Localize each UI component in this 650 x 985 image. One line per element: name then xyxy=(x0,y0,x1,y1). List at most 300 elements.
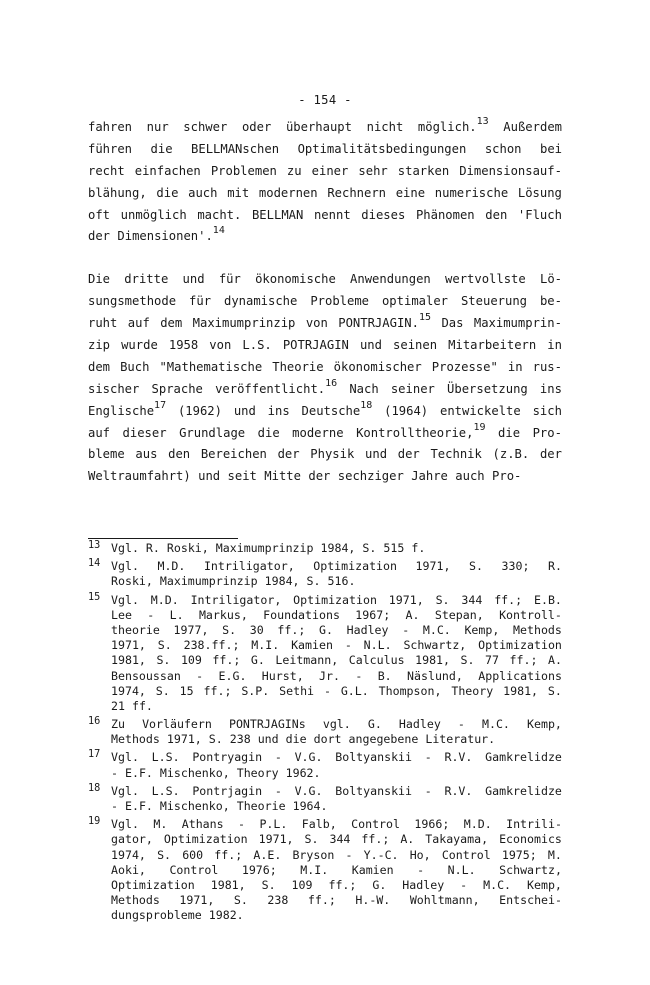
word-group xyxy=(547,335,562,357)
text-line xyxy=(88,357,562,379)
word-group xyxy=(219,269,241,291)
word-group xyxy=(160,313,182,335)
word: Anwendungen xyxy=(350,272,431,287)
word-group xyxy=(88,291,176,313)
word: sischer xyxy=(88,381,140,396)
word-group xyxy=(430,444,481,466)
word: 1967; xyxy=(355,607,391,622)
word: Intriligator, xyxy=(190,592,282,607)
word: Methods xyxy=(513,622,562,637)
word-group xyxy=(327,183,386,205)
word: 1971, xyxy=(258,832,294,847)
word: Außerdem xyxy=(503,120,562,134)
word: zip xyxy=(88,338,111,353)
word: Roski, xyxy=(111,574,153,589)
word-group xyxy=(365,444,387,466)
word-group xyxy=(298,139,467,161)
text-line xyxy=(88,183,562,205)
word-group xyxy=(193,313,296,335)
word: L.S. xyxy=(151,783,180,798)
word: 1964. xyxy=(292,799,328,813)
word: Das xyxy=(441,316,464,331)
footnote-line xyxy=(111,848,562,863)
word: Dimensionsauf- xyxy=(459,163,562,178)
word: modernen xyxy=(258,185,318,200)
word: - xyxy=(344,638,352,653)
word-group xyxy=(314,205,351,227)
word: 515 xyxy=(383,541,405,555)
word-group xyxy=(189,291,211,313)
word: ff.; xyxy=(494,592,523,607)
word: ins xyxy=(539,381,562,396)
word: be- xyxy=(539,294,562,309)
word: oder xyxy=(241,120,272,134)
word-group xyxy=(540,139,562,161)
word-group xyxy=(88,401,166,423)
word-group xyxy=(88,466,191,488)
word: recht xyxy=(88,163,125,178)
word-group xyxy=(396,183,425,205)
word-group xyxy=(152,379,203,401)
word-group xyxy=(151,139,173,161)
word: Kemp, xyxy=(527,877,562,892)
word: der xyxy=(277,447,300,462)
text-line xyxy=(88,466,562,488)
word-group xyxy=(215,379,337,401)
footnote-number: 14 xyxy=(88,558,101,570)
word: 109 xyxy=(291,877,313,892)
word: mit xyxy=(227,185,250,200)
footnote-marker: 13 xyxy=(476,115,489,127)
word: nennt xyxy=(313,207,351,222)
word-group xyxy=(356,423,485,445)
word: Optimalitätsbedingungen xyxy=(297,141,467,156)
footnote-line xyxy=(111,766,562,781)
word: ff.; xyxy=(214,847,243,862)
word: (1964) xyxy=(384,403,429,418)
word: auf xyxy=(127,316,150,331)
word: S. xyxy=(208,732,223,747)
word: Technik xyxy=(430,447,482,462)
word: 1975; xyxy=(501,847,537,862)
text-line xyxy=(88,313,562,335)
word: 109 xyxy=(180,653,202,668)
word-group xyxy=(358,161,387,183)
word-group xyxy=(338,466,404,488)
word-group xyxy=(228,466,257,488)
word-group xyxy=(264,466,301,488)
word: den xyxy=(168,447,191,462)
word: (1962) xyxy=(177,403,222,418)
word: S. xyxy=(222,622,237,637)
word: in xyxy=(547,338,562,353)
paragraph xyxy=(88,117,562,248)
word: Kamien xyxy=(291,638,333,653)
text-line xyxy=(88,117,562,139)
word: veröffentlicht. xyxy=(215,381,326,396)
word: Lee xyxy=(111,607,132,622)
word: - xyxy=(345,847,353,862)
word: Hadley xyxy=(402,877,445,892)
footnote-marker: 15 xyxy=(418,312,432,324)
word: E.G. xyxy=(218,668,247,683)
word: Ho, xyxy=(409,847,431,862)
word: M. xyxy=(153,817,168,832)
word: und xyxy=(198,469,221,484)
word: S. xyxy=(233,893,248,908)
page-number: - 154 - xyxy=(298,93,352,107)
word-group xyxy=(88,357,110,379)
word-group xyxy=(445,269,526,291)
word-group xyxy=(440,401,521,423)
word: - xyxy=(424,783,432,798)
word: sungsmethode xyxy=(88,294,177,309)
word: A. xyxy=(548,653,562,668)
word: A.E. xyxy=(253,847,282,862)
footnote-marker: 14 xyxy=(212,225,225,237)
word-group xyxy=(334,357,422,379)
word: "Mathematische xyxy=(159,359,263,374)
word: unmöglich xyxy=(120,207,187,222)
word: G. xyxy=(372,877,387,892)
word: N.L. xyxy=(363,638,392,653)
word: S.P. xyxy=(241,683,270,698)
word-group xyxy=(367,117,404,139)
word: ff.; xyxy=(307,893,336,908)
word: Phänomen xyxy=(415,207,475,222)
word: V.G. xyxy=(294,783,323,798)
word: die xyxy=(498,425,521,440)
word: Gamkrelidze xyxy=(485,783,562,798)
word-group xyxy=(120,357,149,379)
word-group xyxy=(540,291,562,313)
word: 1981, xyxy=(415,653,451,668)
word: Übersetzung xyxy=(447,381,528,396)
word: 1971, xyxy=(111,638,146,653)
word: M.D. xyxy=(157,559,186,574)
word: Theory xyxy=(236,765,279,780)
word: Pro- xyxy=(492,469,522,484)
word: der xyxy=(308,469,331,484)
word-group xyxy=(278,444,300,466)
word: schwer xyxy=(183,120,228,134)
word: ff.; xyxy=(203,683,232,698)
word: - xyxy=(274,783,282,798)
footnote-line xyxy=(111,750,562,765)
word: von xyxy=(209,338,232,353)
word: 516. xyxy=(327,574,356,589)
word-group xyxy=(224,291,297,313)
word: seinen xyxy=(393,338,438,353)
word-group xyxy=(135,444,157,466)
word-group xyxy=(312,161,349,183)
word: Gamkrelidze xyxy=(485,750,562,765)
word: - xyxy=(274,750,282,765)
word-group xyxy=(391,379,435,401)
word: bei xyxy=(539,141,562,156)
word: - xyxy=(147,607,155,622)
word-group xyxy=(485,139,522,161)
word-group xyxy=(533,401,562,423)
word-group xyxy=(306,313,328,335)
word-group xyxy=(435,183,508,205)
word: Kontrolltheorie, xyxy=(356,425,474,440)
word: und xyxy=(359,338,382,353)
word: Kontroll- xyxy=(499,607,562,622)
word: B. xyxy=(377,668,392,683)
word: die xyxy=(156,185,179,200)
footnote-line xyxy=(111,669,562,684)
word: 344 xyxy=(461,592,483,607)
footnote xyxy=(88,750,562,780)
word: Control xyxy=(169,862,219,877)
word: S. xyxy=(547,683,562,698)
word: dieser xyxy=(122,425,167,440)
word: 238 xyxy=(229,732,251,747)
word-group xyxy=(503,117,562,139)
word: E.B. xyxy=(533,592,562,607)
word: M.I. xyxy=(300,862,329,877)
footnote-line xyxy=(111,863,562,878)
text-line xyxy=(88,139,562,161)
word: ff.; xyxy=(277,622,306,637)
word: Leitmann, xyxy=(275,653,339,668)
word: - xyxy=(402,622,410,637)
word: - xyxy=(457,717,465,732)
text-line xyxy=(88,335,562,357)
word-group xyxy=(338,313,431,335)
word: Sprache xyxy=(151,381,203,396)
word: Mitte xyxy=(264,469,301,484)
text-line xyxy=(88,161,562,183)
word-group xyxy=(492,466,521,488)
footnote xyxy=(88,593,562,715)
word: Schwartz, xyxy=(403,638,467,653)
word: dem xyxy=(160,316,183,331)
word: 330; xyxy=(501,559,530,574)
word-group xyxy=(88,117,132,139)
word: 1981, xyxy=(503,683,539,698)
word: PONTRJAGIN. xyxy=(338,316,419,331)
word: Jr. xyxy=(319,668,340,683)
word: Optimization xyxy=(111,877,195,892)
word: Buch xyxy=(120,359,150,374)
word: L. xyxy=(169,607,184,622)
word: - xyxy=(460,877,468,892)
word: schon xyxy=(484,141,522,156)
word: - xyxy=(238,817,246,832)
word: Prozesse" xyxy=(431,359,498,374)
word-group xyxy=(121,205,187,227)
word: S. xyxy=(460,653,475,668)
word: Nach xyxy=(349,381,379,396)
word-group xyxy=(191,139,279,161)
word-group xyxy=(485,205,507,227)
word-group xyxy=(416,205,475,227)
word-group xyxy=(201,444,267,466)
word: Vgl. xyxy=(111,817,139,832)
word-group xyxy=(411,466,448,488)
word: Problemen xyxy=(210,163,277,178)
word: dungsprobleme xyxy=(111,908,202,923)
word: Bereichen xyxy=(200,447,267,462)
word: 1984, xyxy=(264,574,300,589)
footnote-line xyxy=(111,732,562,747)
word: ff.; xyxy=(509,653,538,668)
word-group xyxy=(398,444,420,466)
word: Applications xyxy=(478,668,562,683)
word: 77 xyxy=(485,653,500,668)
text-line xyxy=(88,269,562,291)
word-group xyxy=(308,466,330,488)
word: Methods xyxy=(111,732,160,747)
word-group xyxy=(242,117,271,139)
word: (z.B. xyxy=(492,447,530,462)
footnote-marker: 17 xyxy=(154,399,167,411)
footnote-marker: 19 xyxy=(473,421,486,433)
footnote xyxy=(88,817,562,923)
word-group xyxy=(349,379,378,401)
word-group xyxy=(384,401,428,423)
word-group xyxy=(258,423,280,445)
word: Kemp, xyxy=(527,717,562,732)
word: zu xyxy=(286,163,302,178)
word: Grundlage xyxy=(179,425,246,440)
word: Markus, xyxy=(198,607,248,622)
word-group xyxy=(147,117,169,139)
word: 30 xyxy=(249,622,264,637)
word: Vgl. xyxy=(111,559,139,574)
word: dem xyxy=(88,359,111,374)
word: BELLMANschen xyxy=(191,141,280,156)
word: 344 xyxy=(329,832,351,847)
word-group xyxy=(286,117,352,139)
word: - xyxy=(355,668,363,683)
word: N.L. xyxy=(447,862,476,877)
word: Pro- xyxy=(532,425,562,440)
text-line xyxy=(88,401,562,423)
word: auch xyxy=(188,185,218,200)
word: Pontrjagin xyxy=(192,783,263,798)
word: - xyxy=(323,683,331,698)
word: oft xyxy=(88,207,111,222)
word: der xyxy=(88,229,111,244)
word: R.V. xyxy=(444,783,473,798)
word-group xyxy=(418,117,489,139)
word: rus- xyxy=(532,359,562,374)
word: Hurst, xyxy=(261,668,304,683)
word: M. xyxy=(547,847,562,862)
word-group xyxy=(508,357,523,379)
word: dort xyxy=(313,732,342,747)
text-line xyxy=(88,444,562,466)
word: - xyxy=(111,765,118,780)
word: S. xyxy=(261,877,276,892)
word: sehr xyxy=(358,163,388,178)
word: 1981, xyxy=(210,877,246,892)
footnote-number: 13 xyxy=(88,540,101,551)
word-group xyxy=(178,401,222,423)
word: dynamische xyxy=(223,294,298,309)
word-group xyxy=(252,205,303,227)
word: Jahre xyxy=(411,469,448,484)
text-line xyxy=(88,423,562,445)
word: blähung, xyxy=(88,185,147,200)
word-group xyxy=(448,335,536,357)
word-group xyxy=(88,335,110,357)
word: Economics xyxy=(499,832,562,847)
word-group xyxy=(461,291,527,313)
word: Intriligator, xyxy=(203,559,295,574)
word: Calculus xyxy=(348,653,405,668)
word: numerische xyxy=(434,185,509,200)
word: den xyxy=(485,207,508,222)
word: Schwartz, xyxy=(499,862,562,877)
body-text xyxy=(88,117,562,488)
text-line xyxy=(88,379,562,401)
word: die xyxy=(150,141,173,156)
word-group xyxy=(211,161,277,183)
word: Entschei- xyxy=(499,893,562,908)
word: 15 xyxy=(179,683,194,698)
footnote-line xyxy=(111,638,562,653)
word: Vgl. xyxy=(111,750,139,765)
word: - xyxy=(196,668,204,683)
word-group xyxy=(188,183,217,205)
word: 1962. xyxy=(285,765,321,780)
word: nicht xyxy=(366,120,404,134)
word: M.D. xyxy=(463,817,492,832)
word: seit xyxy=(227,469,257,484)
word-group xyxy=(447,379,528,401)
text-line xyxy=(88,226,562,248)
word-group xyxy=(540,269,562,291)
word: Stepan, xyxy=(434,607,484,622)
word: Probleme xyxy=(310,294,370,309)
word: Control xyxy=(441,847,491,862)
footnote-number: 18 xyxy=(88,782,101,794)
word: 1971, xyxy=(179,893,215,908)
footnote-line xyxy=(111,699,562,714)
word: Lösung xyxy=(517,185,562,200)
word: Mitarbeitern xyxy=(448,338,537,353)
word: Aoki, xyxy=(111,862,146,877)
word: Theorie xyxy=(272,359,324,374)
word: Optimization xyxy=(313,559,397,574)
word-group xyxy=(156,183,178,205)
word: für xyxy=(218,272,241,287)
word: dritte xyxy=(124,272,169,287)
word: in xyxy=(507,359,523,374)
word: Y.-C. xyxy=(363,847,399,862)
footnote-line xyxy=(111,878,562,893)
word: nur xyxy=(146,120,169,134)
word-group xyxy=(268,401,290,423)
word-group xyxy=(382,291,448,313)
word: Deutsche xyxy=(301,403,361,418)
word: G. xyxy=(250,653,265,668)
word: 1971, xyxy=(166,732,202,747)
word: 238 xyxy=(267,893,289,908)
word: S. xyxy=(157,638,172,653)
word: P.L. xyxy=(259,817,288,832)
word-group xyxy=(493,444,530,466)
word: 'Fluch xyxy=(517,207,562,222)
word: G. xyxy=(367,717,382,732)
word-group xyxy=(498,423,520,445)
word-group xyxy=(123,423,167,445)
word: Optimization xyxy=(163,832,248,847)
